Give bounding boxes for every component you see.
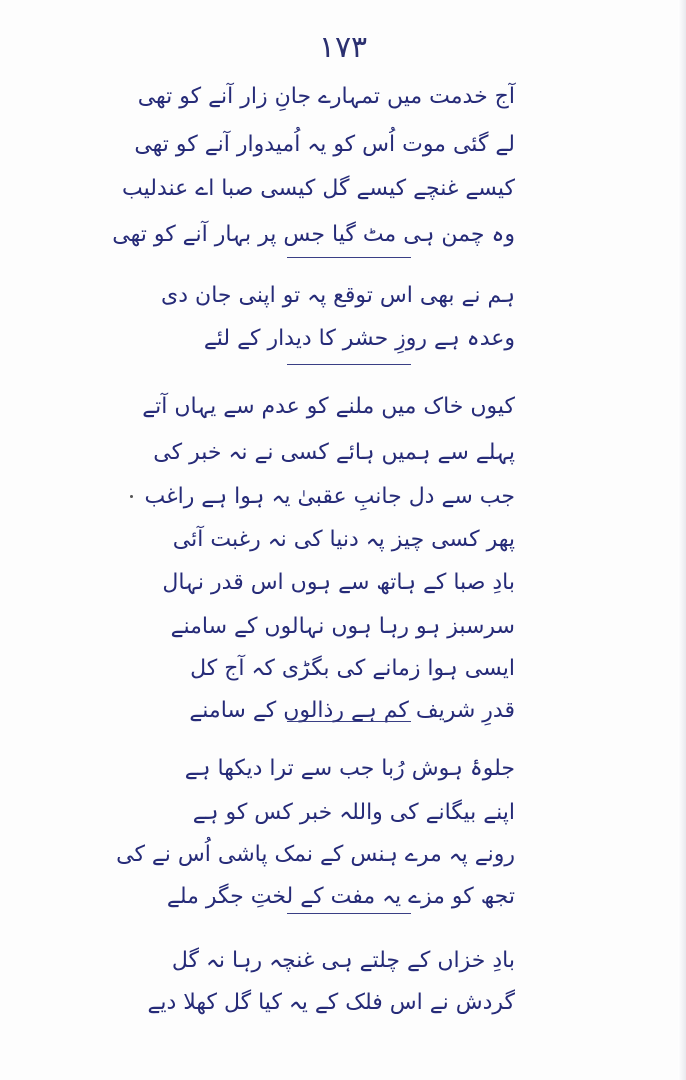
verse-line: کیوں خاک میں ملنے کو عدم سے یہاں آتے [142, 394, 515, 419]
stanza-divider [287, 257, 411, 258]
page-edge [678, 0, 686, 1080]
paper-speck [130, 495, 133, 498]
page-number: ۱۷۳ [318, 30, 368, 65]
verse-line: جب سے دل جانبِ عقبیٰ یہ ہوا ہے راغب [144, 484, 515, 509]
verse-line: لے گئی موت اُس کو یہ اُمیدوار آنے کو تھی [134, 132, 515, 157]
verse-line: بادِ صبا کے ہاتھ سے ہوں اس قدر نہال [162, 570, 515, 595]
verse-line: وعدہ ہے روزِ حشر کا دیدار کے لئے [203, 326, 515, 351]
verse-line: وہ چمن ہی مٹ گیا جس پر بہار آنے کو تھی [112, 222, 515, 247]
verse-line: رونے پہ مرے ہنس کے نمک پاشی اُس نے کی [116, 842, 515, 867]
stanza-divider [287, 721, 411, 722]
verse-line: گردش نے اس فلک کے یہ کیا گل کھلا دیے [147, 990, 515, 1015]
verse-line: تجھ کو مزے یہ مفت کے لختِ جگر ملے [166, 884, 515, 909]
verse-line: سرسبز ہو رہا ہوں نہالوں کے سامنے [170, 614, 515, 639]
verse-line: جلوۂ ہوش رُبا جب سے ترا دیکھا ہے [184, 756, 515, 781]
stanza-divider [287, 364, 411, 365]
verse-line: ایسی ہوا زمانے کی بگڑی کہ آج کل [190, 656, 515, 681]
verse-line: پھر کسی چیز پہ دنیا کی نہ رغبت آئی [172, 527, 515, 552]
verse-line: کیسے غنچے کیسے گل کیسی صبا اے عندلیب [122, 176, 515, 201]
verse-line: ہم نے بھی اس توقع پہ تو اپنی جان دی [161, 283, 515, 308]
verse-line: بادِ خزاں کے چلتے ہی غنچہ رہا نہ گل [171, 948, 515, 973]
stanza-divider [287, 913, 411, 914]
verse-line: آج خدمت میں تمہارے جانِ زار آنے کو تھی [137, 84, 515, 109]
verse-line: قدرِ شریف کم ہے رذالوں کے سامنے [189, 698, 515, 723]
verse-line: پہلے سے ہمیں ہائے کسی نے نہ خبر کی [153, 440, 515, 465]
verse-line: اپنے بیگانے کی واللہ خبر کس کو ہے [192, 800, 515, 825]
